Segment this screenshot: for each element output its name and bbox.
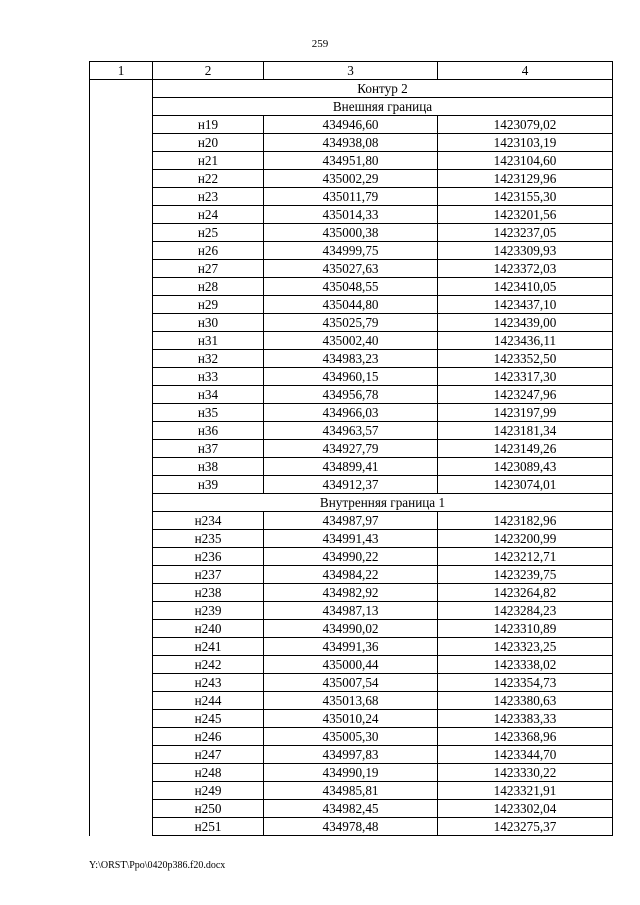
table-row	[90, 332, 613, 350]
point-name-cell: н244	[153, 692, 264, 710]
x-coordinate-cell: 435005,30	[264, 728, 438, 746]
table-row	[90, 206, 613, 224]
y-coordinate-cell: 1423239,75	[438, 566, 613, 584]
point-name-cell: н237	[153, 566, 264, 584]
y-coordinate-cell: 1423197,99	[438, 404, 613, 422]
point-name-cell: н20	[153, 134, 264, 152]
x-coordinate-cell: 434991,36	[264, 638, 438, 656]
table-row	[90, 368, 613, 386]
section-title: Внешняя граница	[153, 98, 613, 116]
table-row	[90, 440, 613, 458]
section-title-row	[90, 98, 613, 116]
table-row	[90, 566, 613, 584]
point-name-cell: н24	[153, 206, 264, 224]
x-coordinate-cell: 435011,79	[264, 188, 438, 206]
y-coordinate-cell: 1423383,33	[438, 710, 613, 728]
y-coordinate-cell: 1423275,37	[438, 818, 613, 836]
x-coordinate-cell: 434946,60	[264, 116, 438, 134]
point-name-cell: н242	[153, 656, 264, 674]
point-name-cell: н241	[153, 638, 264, 656]
y-coordinate-cell: 1423212,71	[438, 548, 613, 566]
x-coordinate-cell: 434938,08	[264, 134, 438, 152]
y-coordinate-cell: 1423352,50	[438, 350, 613, 368]
table-row	[90, 134, 613, 152]
y-coordinate-cell: 1423074,01	[438, 476, 613, 494]
point-name-cell: н248	[153, 764, 264, 782]
table-row	[90, 800, 613, 818]
x-coordinate-cell: 435007,54	[264, 674, 438, 692]
y-coordinate-cell: 1423103,19	[438, 134, 613, 152]
x-coordinate-cell: 434999,75	[264, 242, 438, 260]
header-cell-col2: 2	[153, 62, 264, 80]
table-row	[90, 530, 613, 548]
y-coordinate-cell: 1423310,89	[438, 620, 613, 638]
table-row	[90, 674, 613, 692]
table-row	[90, 620, 613, 638]
table-row	[90, 818, 613, 836]
footer-file-path: Y:\ORST\Ppo\0420p386.f20.docx	[89, 860, 226, 871]
x-coordinate-cell: 434899,41	[264, 458, 438, 476]
point-name-cell: н22	[153, 170, 264, 188]
contour-title: Контур 2	[153, 80, 613, 98]
point-name-cell: н240	[153, 620, 264, 638]
x-coordinate-cell: 434956,78	[264, 386, 438, 404]
y-coordinate-cell: 1423436,11	[438, 332, 613, 350]
y-coordinate-cell: 1423089,43	[438, 458, 613, 476]
point-name-cell: н39	[153, 476, 264, 494]
table-row	[90, 476, 613, 494]
x-coordinate-cell: 435000,38	[264, 224, 438, 242]
y-coordinate-cell: 1423149,26	[438, 440, 613, 458]
point-name-cell: н25	[153, 224, 264, 242]
table-row	[90, 782, 613, 800]
empty-number-cell	[90, 80, 153, 836]
y-coordinate-cell: 1423247,96	[438, 386, 613, 404]
section-title: Внутренняя граница 1	[153, 494, 613, 512]
table-row	[90, 152, 613, 170]
x-coordinate-cell: 435044,80	[264, 296, 438, 314]
table-row	[90, 746, 613, 764]
x-coordinate-cell: 435010,24	[264, 710, 438, 728]
y-coordinate-cell: 1423200,99	[438, 530, 613, 548]
y-coordinate-cell: 1423437,10	[438, 296, 613, 314]
point-name-cell: н32	[153, 350, 264, 368]
x-coordinate-cell: 435014,33	[264, 206, 438, 224]
x-coordinate-cell: 434990,22	[264, 548, 438, 566]
point-name-cell: н23	[153, 188, 264, 206]
point-name-cell: н21	[153, 152, 264, 170]
contour-title-row	[90, 80, 613, 98]
table-row	[90, 692, 613, 710]
point-name-cell: н245	[153, 710, 264, 728]
point-name-cell: н34	[153, 386, 264, 404]
header-cell-col1: 1	[90, 62, 153, 80]
x-coordinate-cell: 435013,68	[264, 692, 438, 710]
x-coordinate-cell: 434982,45	[264, 800, 438, 818]
header-cell-col3: 3	[264, 62, 438, 80]
point-name-cell: н247	[153, 746, 264, 764]
point-name-cell: н28	[153, 278, 264, 296]
x-coordinate-cell: 434990,02	[264, 620, 438, 638]
x-coordinate-cell: 434912,37	[264, 476, 438, 494]
point-name-cell: н249	[153, 782, 264, 800]
y-coordinate-cell: 1423368,96	[438, 728, 613, 746]
table-row	[90, 188, 613, 206]
point-name-cell: н31	[153, 332, 264, 350]
table-row	[90, 764, 613, 782]
table-row	[90, 404, 613, 422]
table-row	[90, 116, 613, 134]
y-coordinate-cell: 1423439,00	[438, 314, 613, 332]
x-coordinate-cell: 435002,29	[264, 170, 438, 188]
x-coordinate-cell: 435000,44	[264, 656, 438, 674]
point-name-cell: н29	[153, 296, 264, 314]
table-body	[90, 62, 613, 836]
point-name-cell: н251	[153, 818, 264, 836]
y-coordinate-cell: 1423323,25	[438, 638, 613, 656]
y-coordinate-cell: 1423284,23	[438, 602, 613, 620]
table-row	[90, 584, 613, 602]
y-coordinate-cell: 1423354,73	[438, 674, 613, 692]
x-coordinate-cell: 434991,43	[264, 530, 438, 548]
point-name-cell: н37	[153, 440, 264, 458]
point-name-cell: н246	[153, 728, 264, 746]
point-name-cell: н243	[153, 674, 264, 692]
y-coordinate-cell: 1423201,56	[438, 206, 613, 224]
point-name-cell: н26	[153, 242, 264, 260]
x-coordinate-cell: 434984,22	[264, 566, 438, 584]
table-row	[90, 656, 613, 674]
point-name-cell: н238	[153, 584, 264, 602]
page-number: 259	[311, 38, 329, 50]
table-row	[90, 458, 613, 476]
x-coordinate-cell: 434990,19	[264, 764, 438, 782]
y-coordinate-cell: 1423344,70	[438, 746, 613, 764]
x-coordinate-cell: 434985,81	[264, 782, 438, 800]
x-coordinate-cell: 434997,83	[264, 746, 438, 764]
x-coordinate-cell: 434927,79	[264, 440, 438, 458]
point-name-cell: н30	[153, 314, 264, 332]
y-coordinate-cell: 1423129,96	[438, 170, 613, 188]
point-name-cell: н239	[153, 602, 264, 620]
table-row	[90, 728, 613, 746]
table-row	[90, 224, 613, 242]
point-name-cell: н235	[153, 530, 264, 548]
x-coordinate-cell: 435025,79	[264, 314, 438, 332]
table-row	[90, 638, 613, 656]
y-coordinate-cell: 1423104,60	[438, 152, 613, 170]
point-name-cell: н19	[153, 116, 264, 134]
x-coordinate-cell: 434978,48	[264, 818, 438, 836]
x-coordinate-cell: 434987,13	[264, 602, 438, 620]
table-row	[90, 602, 613, 620]
y-coordinate-cell: 1423182,96	[438, 512, 613, 530]
point-name-cell: н33	[153, 368, 264, 386]
section-title-row	[90, 494, 613, 512]
table-row	[90, 710, 613, 728]
point-name-cell: н38	[153, 458, 264, 476]
table-row	[90, 260, 613, 278]
table-row	[90, 242, 613, 260]
header-row	[90, 62, 613, 80]
y-coordinate-cell: 1423155,30	[438, 188, 613, 206]
x-coordinate-cell: 434983,23	[264, 350, 438, 368]
x-coordinate-cell: 435002,40	[264, 332, 438, 350]
point-name-cell: н236	[153, 548, 264, 566]
y-coordinate-cell: 1423079,02	[438, 116, 613, 134]
y-coordinate-cell: 1423410,05	[438, 278, 613, 296]
y-coordinate-cell: 1423264,82	[438, 584, 613, 602]
y-coordinate-cell: 1423330,22	[438, 764, 613, 782]
x-coordinate-cell: 434963,57	[264, 422, 438, 440]
header-cell-col4: 4	[438, 62, 613, 80]
table-row	[90, 422, 613, 440]
y-coordinate-cell: 1423302,04	[438, 800, 613, 818]
x-coordinate-cell: 434966,03	[264, 404, 438, 422]
table-row	[90, 170, 613, 188]
x-coordinate-cell: 434951,80	[264, 152, 438, 170]
table-row	[90, 386, 613, 404]
y-coordinate-cell: 1423380,63	[438, 692, 613, 710]
point-name-cell: н35	[153, 404, 264, 422]
x-coordinate-cell: 435027,63	[264, 260, 438, 278]
x-coordinate-cell: 434982,92	[264, 584, 438, 602]
table-row	[90, 314, 613, 332]
y-coordinate-cell: 1423338,02	[438, 656, 613, 674]
y-coordinate-cell: 1423181,34	[438, 422, 613, 440]
y-coordinate-cell: 1423321,91	[438, 782, 613, 800]
table-row	[90, 278, 613, 296]
table-row	[90, 350, 613, 368]
y-coordinate-cell: 1423317,30	[438, 368, 613, 386]
x-coordinate-cell: 434960,15	[264, 368, 438, 386]
point-name-cell: н250	[153, 800, 264, 818]
coordinates-table	[89, 61, 613, 836]
point-name-cell: н27	[153, 260, 264, 278]
x-coordinate-cell: 434987,97	[264, 512, 438, 530]
table-row	[90, 296, 613, 314]
y-coordinate-cell: 1423372,03	[438, 260, 613, 278]
y-coordinate-cell: 1423309,93	[438, 242, 613, 260]
table-row	[90, 548, 613, 566]
y-coordinate-cell: 1423237,05	[438, 224, 613, 242]
x-coordinate-cell: 435048,55	[264, 278, 438, 296]
point-name-cell: н234	[153, 512, 264, 530]
table-row	[90, 512, 613, 530]
point-name-cell: н36	[153, 422, 264, 440]
